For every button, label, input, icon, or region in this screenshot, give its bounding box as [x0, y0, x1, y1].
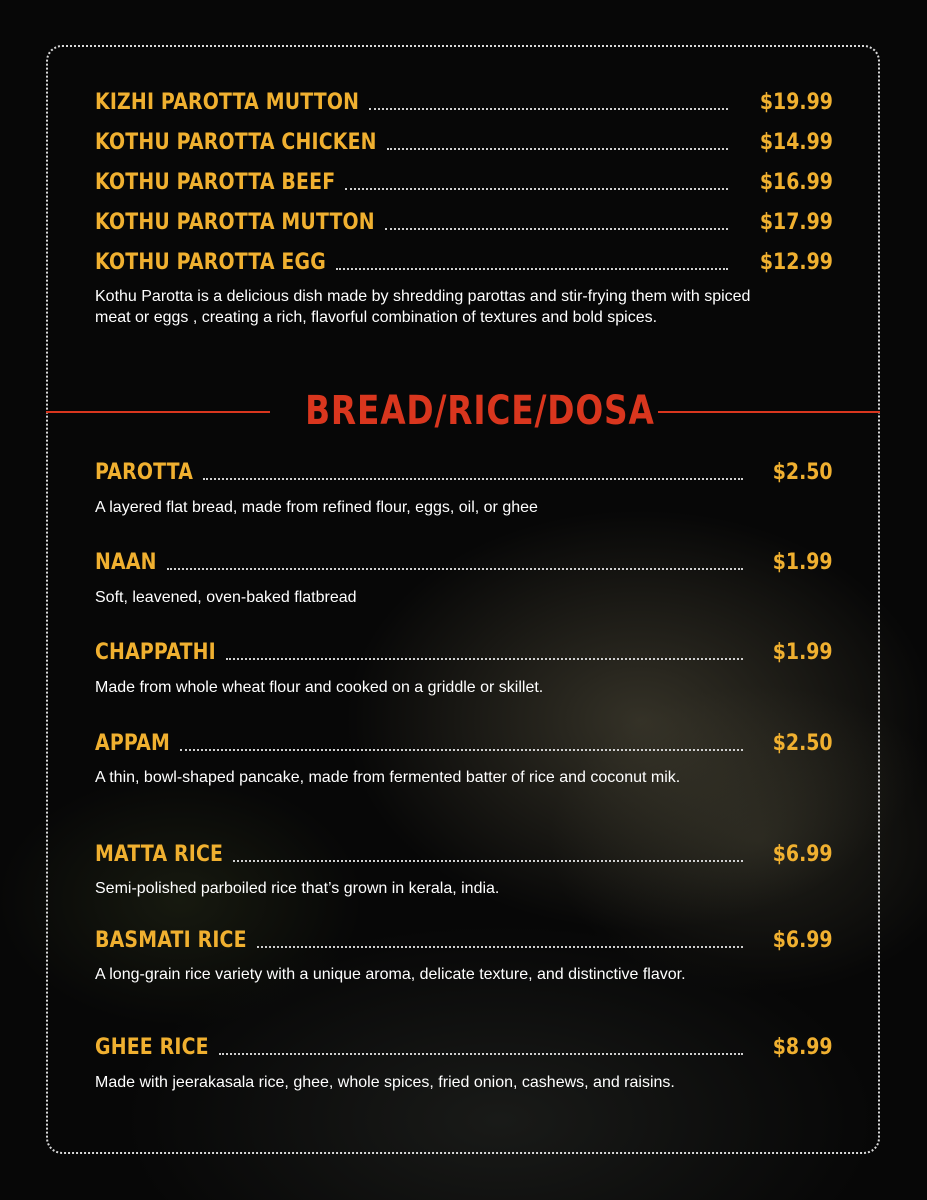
item-description: Made with jeerakasala rice, ghee, whole spices, fried onion, cashews, and raisins.	[95, 1074, 675, 1091]
item-name: BASMATI RICE	[95, 928, 247, 953]
item-description: Semi-polished parboiled rice that’s grown in kerala, india.	[95, 880, 500, 897]
item-name: NAAN	[95, 550, 157, 575]
menu-item-row	[95, 636, 833, 666]
dotted-leader	[226, 658, 744, 660]
dotted-leader	[233, 860, 743, 862]
menu-item-row	[95, 924, 833, 954]
menu-item-row	[95, 206, 833, 236]
menu-item-row	[95, 546, 833, 576]
item-price: $6.99	[773, 928, 833, 953]
item-price: $8.99	[773, 1035, 833, 1060]
item-price: $2.50	[773, 460, 833, 485]
dotted-leader	[385, 228, 728, 230]
dotted-leader	[369, 108, 728, 110]
menu-item-row	[95, 86, 833, 116]
dotted-leader	[203, 478, 743, 480]
item-name: PAROTTA	[95, 460, 194, 485]
item-description: A thin, bowl-shaped pancake, made from fermented batter of rice and coconut mik.	[95, 769, 681, 786]
item-price: $1.99	[773, 640, 833, 665]
item-description: Made from whole wheat flour and cooked on a griddle or skillet.	[95, 679, 544, 696]
item-name: KOTHU PAROTTA EGG	[95, 250, 326, 275]
menu-item-row	[95, 838, 833, 868]
item-name: KOTHU PAROTTA MUTTON	[95, 210, 375, 235]
item-name: APPAM	[95, 731, 170, 756]
item-price: $12.99	[759, 250, 833, 275]
item-name: CHAPPATHI	[95, 640, 216, 665]
dotted-leader	[387, 148, 728, 150]
dotted-leader	[180, 749, 743, 751]
section-heading: BREAD/RICE/DOSA	[305, 388, 655, 434]
dotted-leader	[257, 946, 744, 948]
item-price: $14.99	[759, 130, 833, 155]
item-price: $19.99	[759, 90, 833, 115]
dotted-leader	[167, 568, 744, 570]
menu-item-row	[95, 246, 833, 276]
item-price: $1.99	[773, 550, 833, 575]
item-description: A layered flat bread, made from refined flour, eggs, oil, or ghee	[95, 499, 538, 516]
item-price: $2.50	[773, 731, 833, 756]
item-description: Soft, leavened, oven-baked flatbread	[95, 589, 357, 606]
item-name: KOTHU PAROTTA CHICKEN	[95, 130, 377, 155]
item-name: KOTHU PAROTTA BEEF	[95, 170, 336, 195]
dotted-leader	[336, 268, 728, 270]
menu-item-row	[95, 1031, 833, 1061]
heading-rule-right	[658, 411, 880, 413]
item-name: GHEE RICE	[95, 1035, 209, 1060]
item-price: $6.99	[773, 842, 833, 867]
menu-item-row	[95, 166, 833, 196]
menu-item-row	[95, 456, 833, 486]
menu-item-row	[95, 126, 833, 156]
item-name: MATTA RICE	[95, 842, 224, 867]
menu-item-row	[95, 727, 833, 757]
heading-rule-left	[46, 411, 270, 413]
dotted-leader	[345, 188, 728, 190]
item-price: $16.99	[759, 170, 833, 195]
item-price: $17.99	[759, 210, 833, 235]
section-description: Kothu Parotta is a delicious dish made by shredding parottas and stir-frying them with spiced meat or eggs , creating a rich, flavorful combination of textures and bold spices.	[95, 288, 751, 326]
item-description: A long-grain rice variety with a unique aroma, delicate texture, and distinctive flavor.	[95, 966, 686, 983]
item-name: KIZHI PAROTTA MUTTON	[95, 90, 360, 115]
dotted-leader	[219, 1053, 744, 1055]
